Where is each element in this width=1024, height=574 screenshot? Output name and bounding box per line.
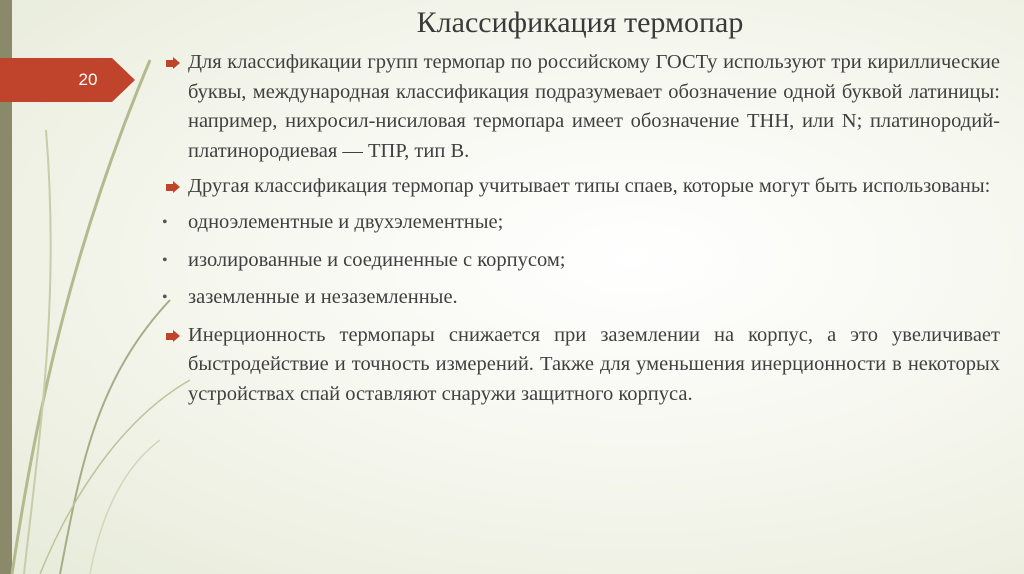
list-item-single-double: • одноэлементные и двухэлементные; <box>160 208 1000 238</box>
paragraph-inertia: Инерционность термопары снижается при заземлении на корпус, а это увеличивает быстродействие и точность измерений. Также для уменьшения инерционности в некоторых устройствах спай оставляют снаружи защитного корпуса. <box>160 321 1000 410</box>
paragraph-junction-types: Другая классификация термопар учитывает типы спаев, которые могут быть использованы: <box>160 172 1000 202</box>
slide-title: Классификация термопар <box>416 6 744 39</box>
list-item-earthed-unearthed: • заземленные и незаземленные. <box>160 283 1000 313</box>
slide-number: 20 <box>78 70 98 89</box>
slide-content <box>160 48 1000 413</box>
list-item-insulated-grounded: • изолированные и соединенные с корпусом; <box>160 246 1000 276</box>
paragraph-gost-classification: Для классификации групп термопар по российскому ГОСТу используют три кириллические буквы, международная классификация подразумевает обозначение одной буквой латиницы: например, нихросил-нисиловая термопара имеет обозначение ТНН, или N; платинородий-платинородиевая — ТПР, тип В. <box>160 48 1000 166</box>
